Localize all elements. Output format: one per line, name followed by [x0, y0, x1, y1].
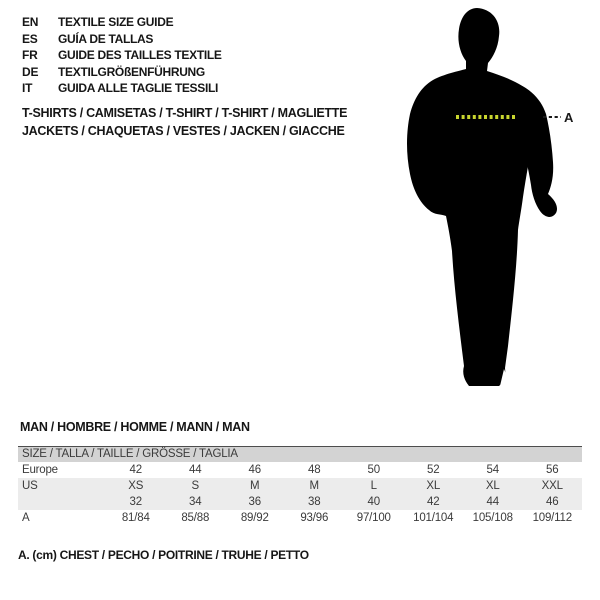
cell: M [309, 480, 319, 492]
cell: XS [128, 480, 144, 492]
row-label: US [22, 480, 38, 492]
language-code: EN [22, 15, 39, 30]
language-label: GUIDE DES TAILLES TEXTILE [58, 48, 222, 63]
cell: XL [426, 480, 441, 492]
measure-label-a: A [564, 110, 574, 125]
language-label: TEXTILGRÖßENFÜHRUNG [58, 64, 205, 79]
cell: 46 [546, 496, 559, 508]
language-label: TEXTILE SIZE GUIDE [58, 15, 174, 30]
table-row-us-numbers [18, 494, 582, 510]
language-code: DE [22, 64, 39, 79]
language-code: IT [22, 81, 33, 96]
man-silhouette [407, 8, 557, 386]
cell: 52 [427, 464, 440, 476]
cell: 50 [367, 464, 380, 476]
row-label: Europe [22, 464, 58, 476]
cell: 54 [486, 464, 499, 476]
category-tshirts: T-SHIRTS / CAMISETAS / T-SHIRT / T-SHIRT / MAGLIETTE [22, 106, 348, 120]
size-table [18, 446, 582, 526]
size-table-header: SIZE / TALLA / TAILLE / GRÖSSE / TAGLIA [18, 446, 582, 462]
cell: 105/108 [472, 512, 513, 524]
cell: 44 [486, 496, 499, 508]
cell: S [191, 480, 199, 492]
cell: 48 [308, 464, 321, 476]
language-label: GUIDA ALLE TAGLIE TESSILI [58, 81, 219, 96]
row-label: A [22, 512, 30, 524]
cell: 93/96 [300, 512, 329, 524]
table-row-europe [18, 462, 582, 478]
category-jackets: JACKETS / CHAQUETAS / VESTES / JACKEN / GIACCHE [22, 123, 345, 138]
cell: 89/92 [240, 512, 269, 524]
language-label: GUÍA DE TALLAS [58, 31, 154, 46]
cell: 101/104 [413, 512, 454, 524]
section-title-man: MAN / HOMBRE / HOMME / MANN / MAN [20, 420, 250, 434]
table-row-chest-cm [18, 510, 582, 526]
cell: 42 [129, 464, 142, 476]
language-code: ES [22, 31, 38, 46]
cell: 32 [129, 496, 142, 508]
cell: 36 [248, 496, 261, 508]
cell: 38 [308, 496, 321, 508]
table-row-us-letters [18, 478, 582, 494]
cell: XXL [541, 480, 563, 492]
cell: 42 [427, 496, 440, 508]
cell: 56 [546, 464, 559, 476]
cell: 40 [367, 496, 380, 508]
cell: 85/88 [181, 512, 210, 524]
cell: 97/100 [356, 512, 391, 524]
cell: XL [485, 480, 500, 492]
measurement-footnote: A. (cm) CHEST / PECHO / POITRINE / TRUHE / PETTO [18, 548, 309, 562]
language-code: FR [22, 48, 38, 63]
cell: L [370, 480, 377, 492]
cell: 34 [189, 496, 202, 508]
cell: 46 [248, 464, 261, 476]
cell: 81/84 [121, 512, 150, 524]
cell: 109/112 [532, 512, 572, 524]
cell: M [250, 480, 260, 492]
cell: 44 [189, 464, 202, 476]
